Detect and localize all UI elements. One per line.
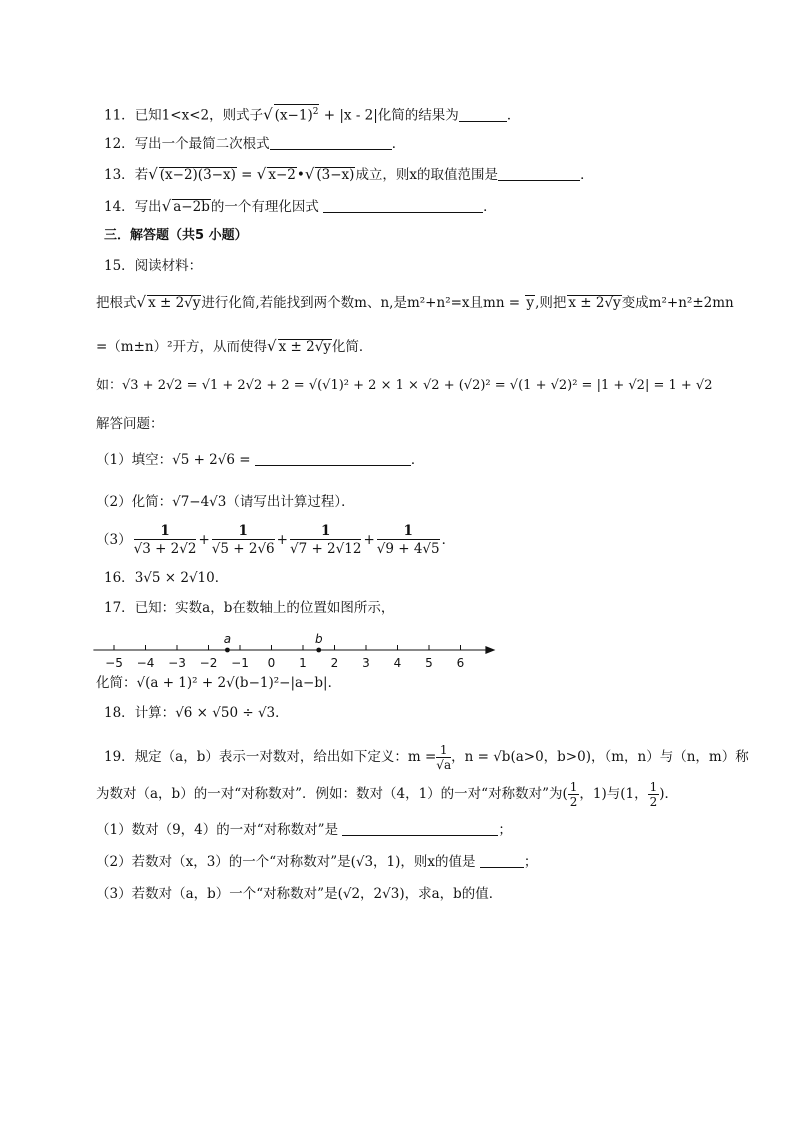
q15-sub-2	[96, 492, 355, 512]
q15-p1b: 进行化简,若能找到两个数m、n,是m²+n²=x且mn =	[201, 295, 525, 311]
q15-example: 如：√3 + 2√2 = √1 + 2√2 + 2 = √(√1)² + 2 × 1 × √2 + (√2)² = √(1 + √2)² = |1 + √2| = 1 + √2	[96, 378, 713, 393]
q14-text-b: 的一个有理化因式	[210, 199, 319, 215]
fraction-numerator: 1	[377, 523, 440, 540]
q11-text-a: 已知1<x<2，则式子	[134, 107, 264, 124]
q15-ask: 解答问题：	[96, 416, 164, 432]
axis-arrow	[485, 646, 495, 654]
sqrt-symbol: √	[256, 165, 267, 183]
fraction-numerator: 1	[290, 523, 361, 540]
q13-radicand-3: (3−x)	[316, 167, 355, 183]
q17-number: 17．	[104, 600, 135, 616]
q14-end: ．	[483, 199, 497, 215]
q15-radical-y: y	[526, 295, 535, 311]
q17-text: 已知：实数a，b在数轴上的位置如图所示，	[134, 600, 395, 616]
q18-number: 18．	[104, 705, 135, 721]
tick-label: 3	[362, 656, 370, 668]
q19-l1a: 规定（a，b）表示一对数对，给出如下定义：	[134, 749, 408, 765]
tick-label: −2	[199, 656, 218, 668]
q12-text: 写出一个最简二次根式	[134, 136, 270, 152]
q19-line-2	[96, 776, 678, 812]
q19-s1-end: ；	[498, 822, 512, 838]
question-15-title	[104, 256, 202, 276]
q16-expr: 3√5 × 2√10	[134, 570, 215, 586]
q15-radical-x: x ± 2√y	[148, 295, 201, 311]
question-13: 13．若√ (x−2)(3−x) = √ x−2•√ (3−x)成立，则x的取值范围是 ．	[104, 165, 594, 183]
fraction-denominator: √a	[436, 757, 452, 772]
fraction-numerator: 1	[569, 779, 578, 794]
q15-sub-3: （3） $\frac{1}{√3 + 2√2}$ + $\frac{1}{√5 + 2√6}$ + $\frac{1}{√7 + 2√12}$ + $\frac{1}{√9 + 4√5}$ ．	[96, 523, 456, 557]
tick-label: 0	[267, 656, 276, 668]
q18-end: ．	[275, 705, 289, 721]
point-b	[316, 648, 321, 653]
q13-radicand: (x−2)(3−x)	[159, 167, 236, 183]
q15-s2-label: （2）化简：	[96, 494, 173, 510]
sqrt-symbol: √	[161, 197, 172, 215]
q19-s2-answer-blank[interactable]	[480, 853, 524, 868]
q17-simplify	[96, 673, 341, 693]
q18-expr: √6 × √50 ÷ √3	[175, 705, 276, 721]
q19-s1-answer-blank[interactable]	[342, 821, 498, 836]
tick-label: 2	[330, 656, 339, 668]
q14-text-a: 写出	[134, 199, 162, 215]
q15-s3-label: （3）	[96, 532, 132, 548]
q14-number: 14．	[104, 199, 135, 215]
q15-p1d: 变成m²+n²±2mn	[621, 295, 734, 311]
fraction-denominator: 2	[649, 794, 658, 809]
q15-radical-xy: x ± 2√y	[568, 295, 621, 311]
q11-number: 11．	[104, 107, 135, 124]
section-heading: 三．解答题（共5 小题）	[104, 228, 248, 243]
fraction-denominator: √7 + 2√12	[289, 541, 362, 557]
q15-radical-p2: x ± 2√y	[278, 339, 331, 355]
q12-answer-blank[interactable]	[270, 135, 392, 150]
q16-end: ．	[214, 570, 229, 586]
tick-label: 4	[393, 656, 402, 668]
q15-s1-answer-blank[interactable]	[255, 451, 411, 466]
q15-s1-end: ．	[410, 452, 425, 468]
question-17	[104, 598, 394, 618]
q15-paragraph-line-2	[96, 336, 372, 357]
q14-radicand: a−2b	[173, 199, 210, 215]
q15-title: 阅读材料：	[134, 258, 203, 274]
fraction-denominator: √9 + 4√5	[376, 541, 440, 557]
number-line	[84, 624, 504, 668]
q19-sub-2	[96, 852, 537, 872]
question-12	[104, 134, 405, 154]
fraction	[648, 781, 660, 809]
q15-s3-end: ．	[441, 532, 456, 548]
fraction	[568, 781, 580, 809]
sqrt-symbol: √	[263, 105, 273, 124]
q11-end: ．	[506, 107, 521, 124]
q19-sub-3: （3）若数对（a，b）一个“对称数对”是(√2，2√3)，求a，b的值．	[96, 886, 503, 902]
question-16	[104, 568, 228, 588]
fraction	[436, 744, 451, 772]
q19-s2-text: （2）若数对（x，3）的一个“对称数对”是(√3，1)，则x的值是	[96, 854, 476, 870]
q15-p2a: =（m±n）²开方，从而使得	[96, 339, 268, 355]
fraction-denominator: √3 + 2√2	[133, 541, 197, 557]
q17-end: ．	[327, 675, 342, 691]
q19-number: 19．	[104, 749, 135, 765]
fraction	[212, 523, 275, 558]
q19-l2g: )．	[659, 786, 679, 802]
tick-label: −5	[105, 656, 123, 668]
q15-s1-label: （1）填空：	[96, 452, 173, 468]
q15-paragraph-line-1	[96, 292, 734, 313]
fraction-numerator: 1	[212, 523, 275, 540]
q19-l2a: 为数对（a，b）的一对“对称数对”．例如：数对（4，1）的一对“对称数对”为(	[96, 786, 568, 802]
sqrt-symbol: √	[136, 293, 147, 311]
tick-label: 6	[456, 656, 465, 668]
q16-number: 16．	[104, 570, 135, 586]
fraction-numerator: 1	[649, 779, 658, 794]
q13-text-a: 若	[134, 167, 149, 183]
sqrt-symbol: √	[304, 165, 315, 183]
fraction	[377, 523, 440, 558]
point-a	[225, 648, 230, 653]
q13-number: 13．	[104, 167, 135, 183]
fraction	[134, 523, 197, 558]
q19-s2-end: ；	[523, 854, 538, 870]
q19-line-1	[104, 738, 749, 776]
q15-p1a: 把根式	[96, 295, 137, 311]
sqrt-symbol: √	[148, 165, 158, 183]
question-14	[104, 196, 497, 217]
q11-radicand: $(x-1)^2$	[274, 104, 320, 124]
q19-l1b: m =	[407, 749, 437, 765]
q19-l1e: ，n = √b(a>0，b>0)，（m，n）与（n，m）称	[451, 749, 749, 765]
q15-sub-1	[96, 450, 424, 470]
q12-end: ．	[391, 136, 406, 152]
question-11	[104, 104, 520, 126]
q19-l2d: ，1)与(1，	[579, 786, 648, 802]
tick-label: 1	[299, 656, 307, 668]
q15-p2b: 化简．	[331, 339, 373, 355]
q13-end: ．	[580, 167, 594, 183]
q11-text-b: + |x - 2|化简的结果为	[319, 107, 459, 124]
fraction-numerator: 1	[436, 744, 451, 758]
sqrt-symbol: √	[267, 337, 277, 355]
point-label-b: b	[314, 632, 323, 646]
q15-s1-expr: √5 + 2√6 =	[172, 452, 251, 468]
question-18	[104, 703, 289, 723]
q12-number: 12．	[104, 136, 135, 152]
tick-label: −3	[168, 656, 186, 668]
q19-sub-1	[96, 820, 512, 840]
q15-p1c: ,则把	[535, 295, 567, 311]
fraction-denominator: √5 + 2√6	[211, 541, 275, 557]
q15-s2-expr: √7−4√3	[172, 494, 227, 510]
q17-simplify-label: 化简：	[96, 675, 137, 691]
q13-radicand-2: x−2	[268, 167, 296, 183]
fraction	[290, 523, 361, 558]
q14-answer-blank[interactable]	[323, 198, 483, 213]
q13-answer-blank[interactable]	[498, 166, 580, 181]
q19-s1-text: （1）数对（9，4）的一对“对称数对”是	[96, 822, 339, 838]
fraction-denominator: 2	[569, 794, 578, 809]
q13-text-b: 成立，则x的取值范围是	[355, 167, 499, 183]
tick-label: 5	[425, 656, 433, 668]
q17-expr: √(a + 1)² + 2√(b−1)²−|a−b|	[136, 675, 328, 691]
q15-s2-note: （请写出计算过程）．	[226, 494, 355, 510]
q15-number: 15．	[104, 258, 135, 274]
q11-answer-blank[interactable]	[459, 107, 507, 122]
point-label-a: a	[223, 632, 232, 646]
tick-label: −1	[231, 656, 249, 668]
fraction-numerator: 1	[134, 523, 197, 540]
tick-label: −4	[136, 656, 155, 668]
q18-text: 计算：	[134, 705, 176, 721]
